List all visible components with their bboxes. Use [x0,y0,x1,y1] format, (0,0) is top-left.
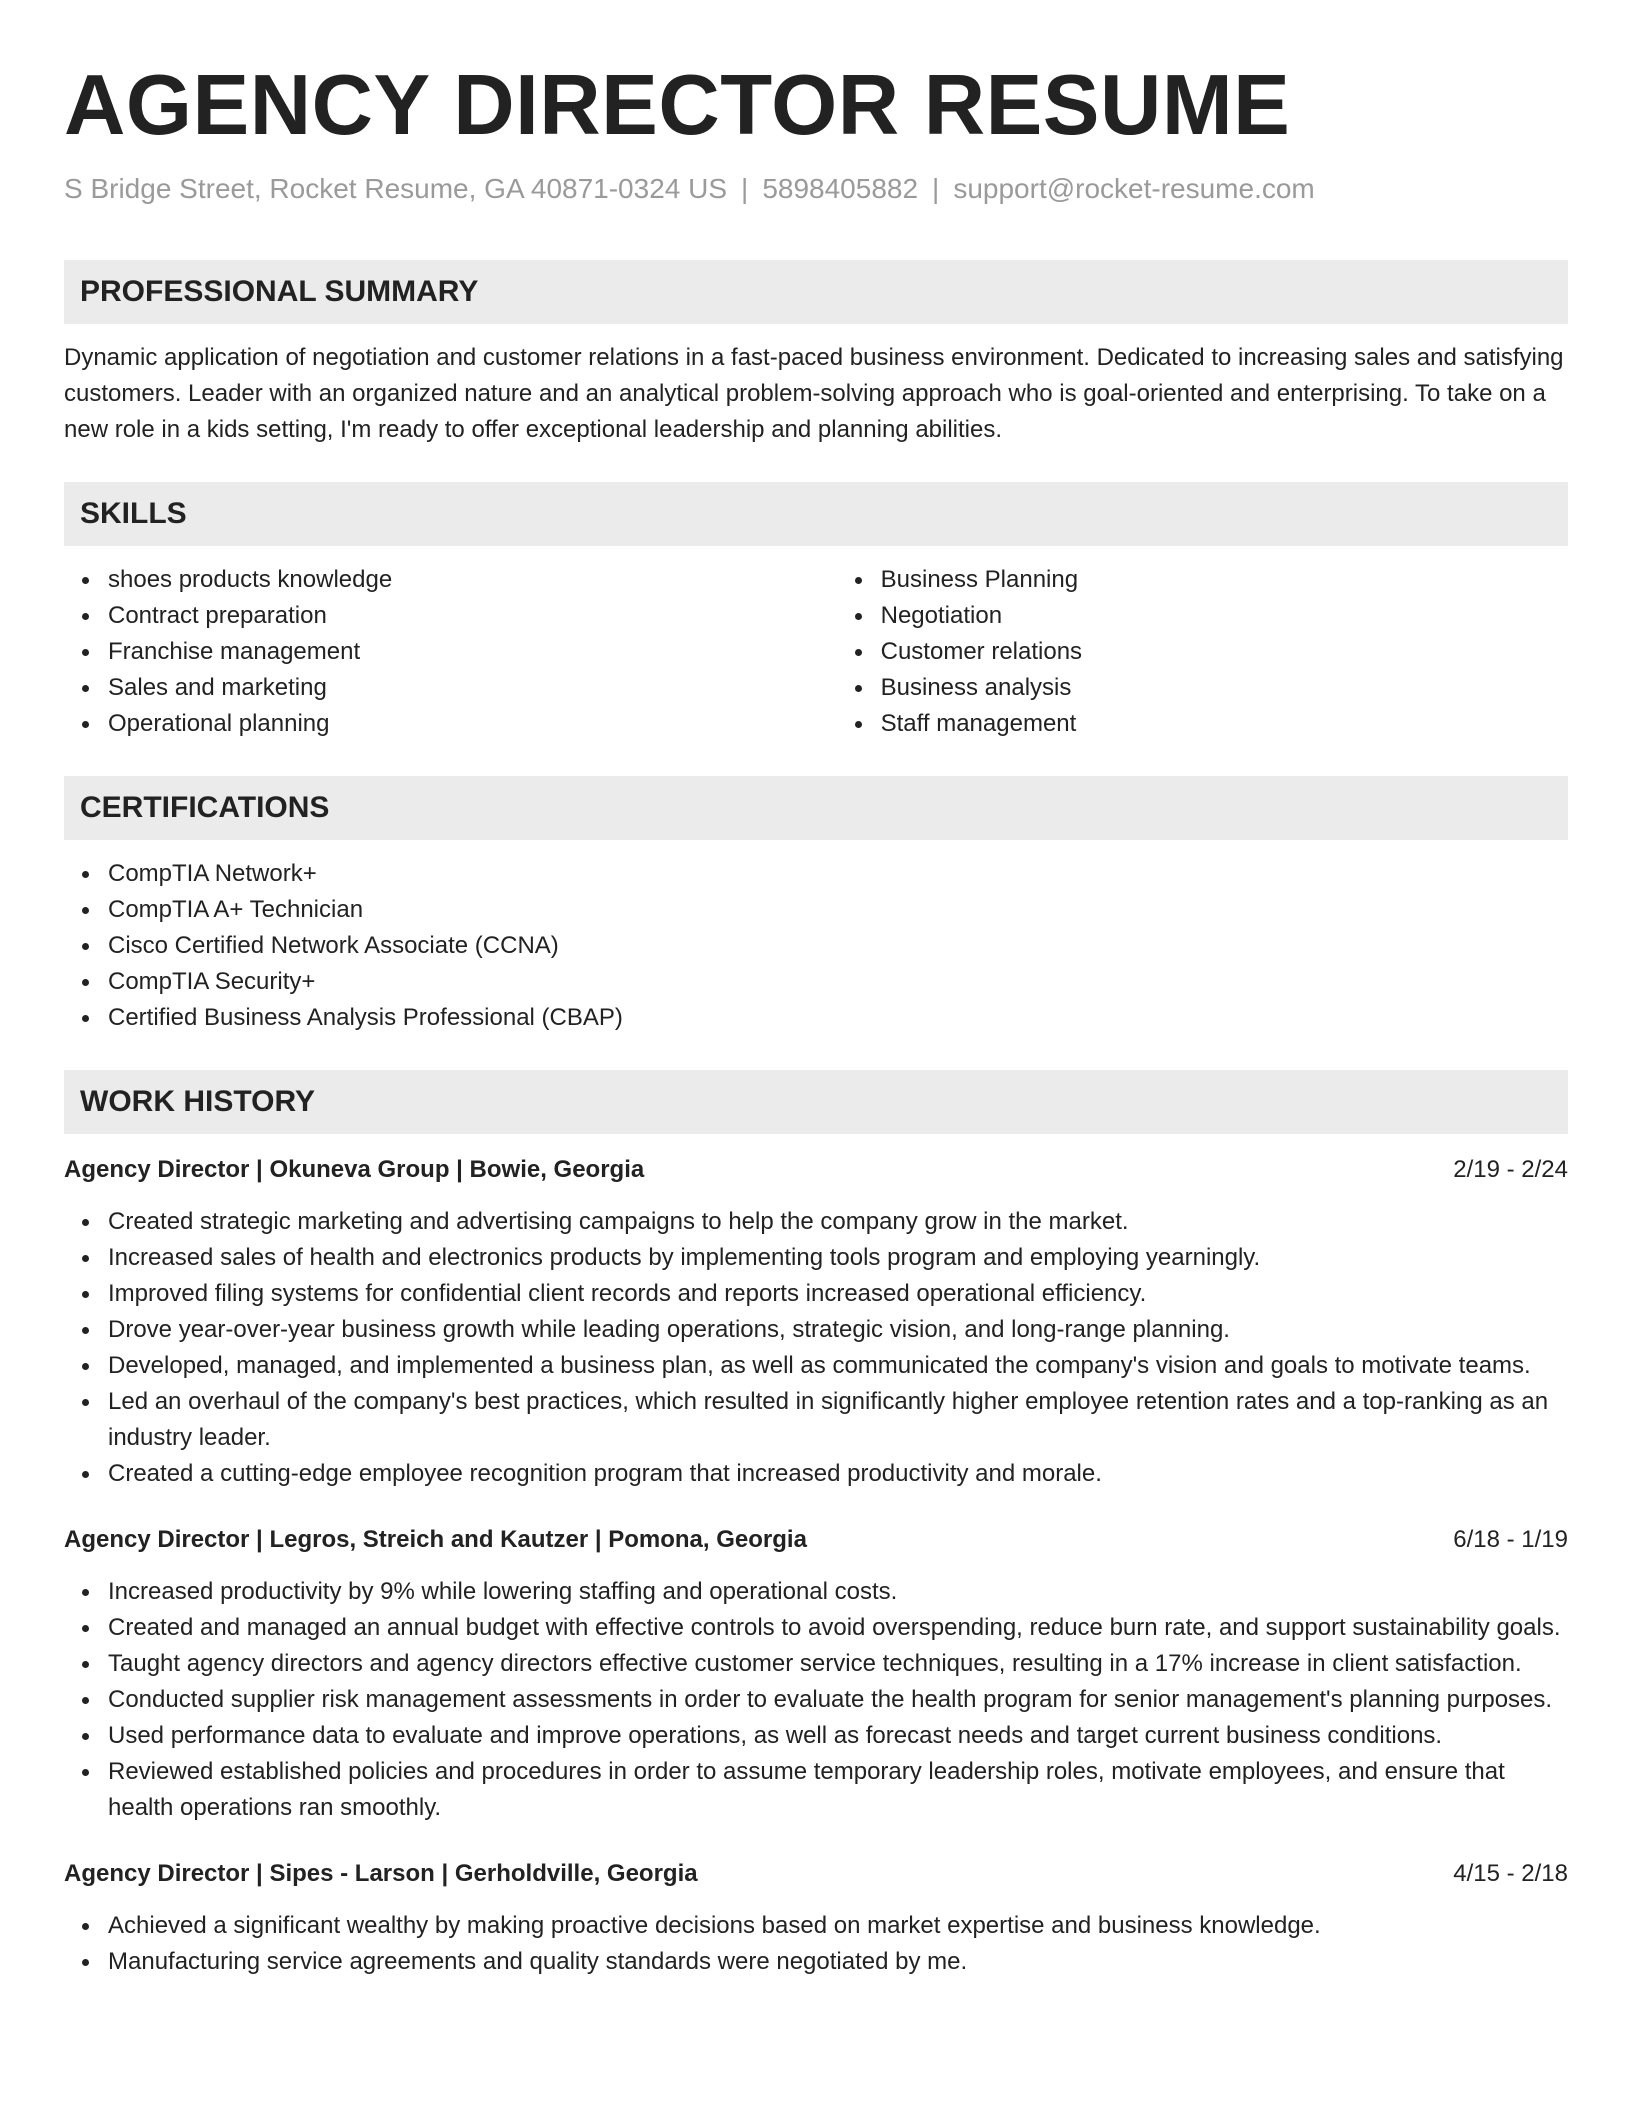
list-item: Cisco Certified Network Associate (CCNA) [108,928,1568,964]
list-item: CompTIA A+ Technician [108,892,1568,928]
contact-separator: | [741,173,749,204]
resume-title: AGENCY DIRECTOR RESUME [64,58,1291,153]
list-item: Operational planning [108,706,837,742]
list-item: Staff management [881,706,1568,742]
list-item: CompTIA Network+ [108,856,1568,892]
job-header [64,1152,1568,1188]
list-item: Sales and marketing [108,670,837,706]
job-entry [64,1522,1568,1826]
list-item: Increased productivity by 9% while lowering staffing and operational costs. [108,1574,1568,1610]
job-title: Agency Director | Okuneva Group | Bowie, Georgia [64,1156,645,1183]
list-item: Improved filing systems for confidential client records and reports increased operational efficiency. [108,1276,1568,1312]
skills-list-left [64,562,837,742]
list-item: Franchise management [108,634,837,670]
section-header-work-history: WORK HISTORY [64,1070,1568,1134]
certifications-list [64,856,1568,1036]
job-bullets [64,1204,1568,1492]
contact-line [64,170,1568,208]
list-item: Reviewed established policies and procedures in order to assume temporary leadership roles, motivate employees, and ensure that health operations ran smoothly. [108,1754,1568,1826]
section-header-summary: PROFESSIONAL SUMMARY [64,260,1568,324]
list-item: Achieved a significant wealthy by making proactive decisions based on market expertise and business knowledge. [108,1908,1568,1944]
contact-separator: | [932,173,940,204]
job-title: Agency Director | Legros, Streich and Kautzer | Pomona, Georgia [64,1526,807,1553]
contact-phone: 5898405882 [762,173,919,204]
list-item: Contract preparation [108,598,837,634]
list-item: Conducted supplier risk management assessments in order to evaluate the health program for senior management's planning purposes. [108,1682,1568,1718]
contact-address: S Bridge Street, Rocket Resume, GA 40871-0324 US [64,173,728,204]
list-item: Certified Business Analysis Professional (CBAP) [108,1000,1568,1036]
list-item: Increased sales of health and electronics products by implementing tools program and employing yearningly. [108,1240,1568,1276]
list-item: Business analysis [881,670,1568,706]
list-item: Business Planning [881,562,1568,598]
list-item: Developed, managed, and implemented a business plan, as well as communicated the company's vision and goals to motivate teams. [108,1348,1568,1384]
job-header [64,1856,1568,1892]
list-item: shoes products knowledge [108,562,837,598]
list-item: Negotiation [881,598,1568,634]
job-dates: 6/18 - 1/19 [1453,1526,1568,1553]
summary-text: Dynamic application of negotiation and customer relations in a fast-paced business environment. Dedicated to increasing sales and satisfying customers. Leader with an organized nature and an analytical problem-solving approach who is goal-oriented and enterprising. To take on a new role in a kids setting, I'm ready to offer exceptional leadership and planning abilities. [64,344,1564,443]
list-item: Used performance data to evaluate and improve operations, as well as forecast needs and target current business conditions. [108,1718,1568,1754]
list-item: CompTIA Security+ [108,964,1568,1000]
skills-grid [64,546,1568,742]
job-entry [64,1856,1568,1980]
section-header-skills: SKILLS [64,482,1568,546]
list-item: Taught agency directors and agency directors effective customer service techniques, resulting in a 17% increase in client satisfaction. [108,1646,1568,1682]
job-header [64,1522,1568,1558]
job-dates: 2/19 - 2/24 [1453,1156,1568,1183]
list-item: Customer relations [881,634,1568,670]
list-item: Led an overhaul of the company's best practices, which resulted in significantly higher employee retention rates and a top-ranking as an industry leader. [108,1384,1568,1456]
skills-list-right [837,562,1568,742]
list-item: Created a cutting-edge employee recognition program that increased productivity and morale. [108,1456,1568,1492]
job-bullets [64,1574,1568,1826]
list-item: Drove year-over-year business growth while leading operations, strategic vision, and long-range planning. [108,1312,1568,1348]
section-header-certifications: CERTIFICATIONS [64,776,1568,840]
list-item: Created and managed an annual budget with effective controls to avoid overspending, reduce burn rate, and support sustainability goals. [108,1610,1568,1646]
contact-email: support@rocket-resume.com [953,173,1315,204]
job-dates: 4/15 - 2/18 [1453,1860,1568,1887]
job-title: Agency Director | Sipes - Larson | Gerholdville, Georgia [64,1860,698,1887]
list-item: Created strategic marketing and advertising campaigns to help the company grow in the market. [108,1204,1568,1240]
job-entry [64,1152,1568,1492]
list-item: Manufacturing service agreements and quality standards were negotiated by me. [108,1944,1568,1980]
job-bullets [64,1908,1568,1980]
